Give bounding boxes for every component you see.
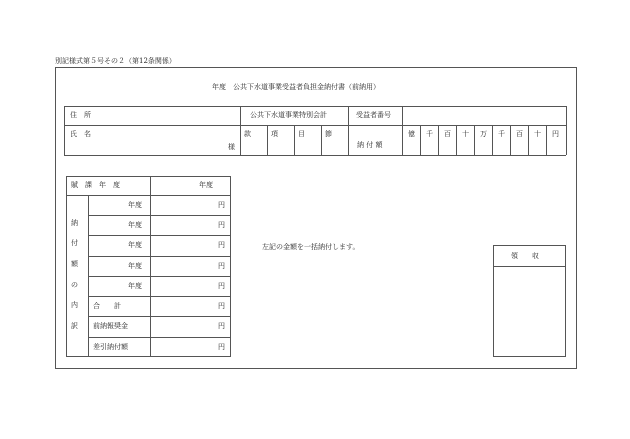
breakdown-side-char: 額 bbox=[71, 260, 78, 268]
net-payment-row-label: 差引納付額 bbox=[93, 343, 128, 351]
breakdown-side-char: 納 bbox=[71, 219, 78, 227]
fiscal-year-header: 賦 課 年 度 bbox=[71, 181, 120, 189]
receipt-label: 領 収 bbox=[511, 252, 539, 260]
total-row-label: 合 計 bbox=[93, 302, 121, 310]
breakdown-row-label: 年度 bbox=[128, 221, 142, 229]
breakdown-row-label: 年度 bbox=[128, 241, 142, 249]
digit-oku: 億 bbox=[408, 130, 415, 138]
digit-juu-2: 十 bbox=[534, 130, 541, 138]
digit-sen: 千 bbox=[426, 130, 433, 138]
form-title: 年度 公共下水道事業受益者負担金納付書（前納用） bbox=[212, 83, 380, 91]
digit-man: 万 bbox=[480, 130, 487, 138]
beneficiary-number-label: 受益者番号 bbox=[356, 111, 391, 119]
yen-unit: 円 bbox=[218, 201, 225, 209]
breakdown-side-char: 付 bbox=[71, 239, 78, 247]
moku-label: 目 bbox=[298, 130, 305, 138]
yen-unit: 円 bbox=[218, 282, 225, 290]
yen-unit: 円 bbox=[218, 221, 225, 229]
breakdown-side-char: 訳 bbox=[71, 322, 78, 330]
address-label: 住 所 bbox=[70, 111, 91, 119]
honorific-label: 様 bbox=[228, 143, 235, 151]
name-label: 氏 名 bbox=[70, 130, 91, 138]
kan-label: 款 bbox=[244, 130, 251, 138]
yen-unit: 円 bbox=[218, 262, 225, 270]
kou-label: 項 bbox=[271, 130, 278, 138]
yen-unit: 円 bbox=[218, 343, 225, 351]
breakdown-side-char: の bbox=[71, 281, 78, 289]
setsu-label: 節 bbox=[325, 130, 332, 138]
account-label: 公共下水道事業特別会計 bbox=[250, 111, 327, 119]
form-number-label: 別記様式第５号その２（第12条関係） bbox=[55, 57, 176, 65]
digit-en: 円 bbox=[552, 130, 559, 138]
advance-reward-row-label: 前納報奨金 bbox=[93, 322, 128, 330]
breakdown-row-label: 年度 bbox=[128, 262, 142, 270]
breakdown-side-char: 内 bbox=[71, 301, 78, 309]
breakdown-row-label: 年度 bbox=[128, 282, 142, 290]
payment-amount-label: 納 付 額 bbox=[357, 141, 383, 149]
fiscal-year-header-value: 年度 bbox=[199, 181, 213, 189]
breakdown-row-label: 年度 bbox=[128, 201, 142, 209]
digit-hyaku: 百 bbox=[444, 130, 451, 138]
yen-unit: 円 bbox=[218, 322, 225, 330]
lump-sum-statement: 左記の金額を一括納付します。 bbox=[262, 243, 360, 251]
digit-sen-2: 千 bbox=[498, 130, 505, 138]
yen-unit: 円 bbox=[218, 241, 225, 249]
digit-juu: 十 bbox=[462, 130, 469, 138]
digit-hyaku-2: 百 bbox=[516, 130, 523, 138]
yen-unit: 円 bbox=[218, 302, 225, 310]
